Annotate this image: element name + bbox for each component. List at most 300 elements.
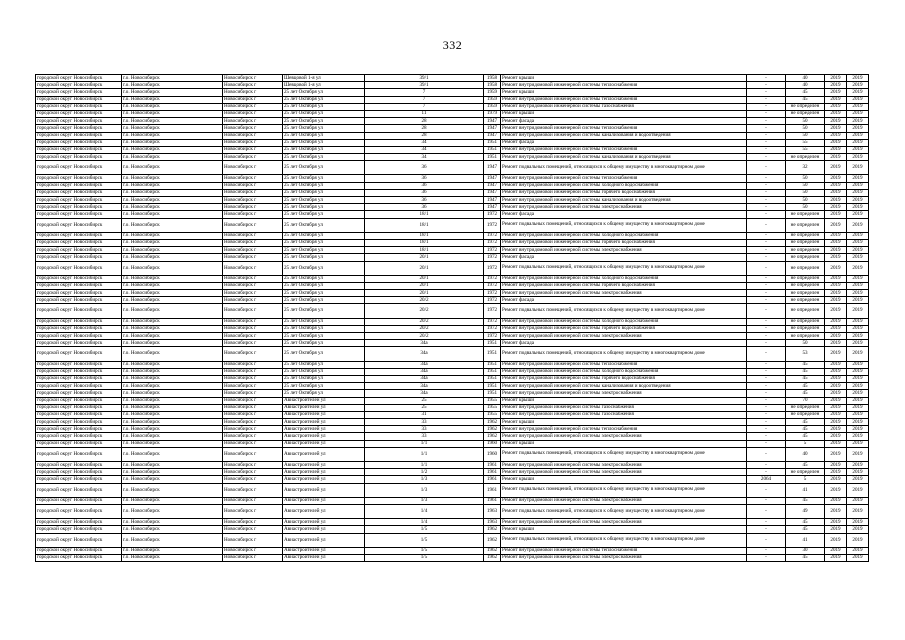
- work-type-cell: Ремонт внутридомовой инженерной системы электроснабжения: [501, 333, 747, 340]
- city-cell: Новосибирск г: [223, 426, 283, 433]
- house-cell: 7: [365, 103, 484, 110]
- work-type-cell: Ремонт внутридомовой инженерной системы теплоснабжения: [501, 426, 747, 433]
- year-built-cell: 1958: [484, 82, 501, 89]
- street-cell: Авиастроителей ул: [283, 433, 365, 440]
- plan-end-cell: 2019: [847, 189, 869, 196]
- street-cell: 25 лет Октября ул: [283, 383, 365, 390]
- area-cell: -: [747, 419, 786, 426]
- okrug-cell: городской округ Новосибирск: [36, 125, 122, 132]
- plan-end-cell: 2019: [847, 197, 869, 204]
- table-row: [36, 361, 869, 368]
- city-cell: Новосибирск г: [223, 554, 283, 561]
- work-type-cell: Ремонт внутридомовой инженерной системы теплоснабжения: [501, 125, 747, 132]
- year-built-cell: 1951: [484, 368, 501, 375]
- work-type-cell: Ремонт внутридомовой инженерной системы электроснабжения: [501, 462, 747, 469]
- poselenie-cell: г.о. Новосибирск: [122, 247, 223, 254]
- area-cell: -: [747, 469, 786, 476]
- area-cell: -: [747, 361, 786, 368]
- year-built-cell: 1959: [484, 96, 501, 103]
- okrug-cell: городской округ Новосибирск: [36, 361, 122, 368]
- work-type-cell: Ремонт крыши: [501, 89, 747, 96]
- okrug-cell: городской округ Новосибирск: [36, 411, 122, 418]
- year-built-cell: 1955: [484, 397, 501, 404]
- plan-start-cell: 2019: [825, 82, 847, 89]
- plan-end-cell: 2019: [847, 433, 869, 440]
- poselenie-cell: г.о. Новосибирск: [122, 361, 223, 368]
- city-cell: Новосибирск г: [223, 304, 283, 318]
- cost-cell: 49: [786, 504, 825, 518]
- house-cell: 1/1: [365, 440, 484, 447]
- work-type-cell: Ремонт внутридомовой инженерной системы горячего водоснабжения: [501, 325, 747, 332]
- cost-cell: 50: [786, 132, 825, 139]
- okrug-cell: городской округ Новосибирск: [36, 232, 122, 239]
- house-cell: 18/1: [365, 211, 484, 218]
- city-cell: Новосибирск г: [223, 325, 283, 332]
- city-cell: Новосибирск г: [223, 189, 283, 196]
- poselenie-cell: г.о. Новосибирск: [122, 440, 223, 447]
- table-row: [36, 411, 869, 418]
- poselenie-cell: г.о. Новосибирск: [122, 89, 223, 96]
- poselenie-cell: г.о. Новосибирск: [122, 411, 223, 418]
- year-built-cell: 1947: [484, 125, 501, 132]
- table-row: [36, 232, 869, 239]
- table-row: [36, 483, 869, 497]
- street-cell: 25 лет Октября ул: [283, 254, 365, 261]
- street-cell: 25 лет Октября ул: [283, 261, 365, 275]
- house-cell: 18/1: [365, 239, 484, 246]
- house-cell: 1/2: [365, 469, 484, 476]
- work-type-cell: Ремонт крыши: [501, 419, 747, 426]
- area-cell: -: [747, 103, 786, 110]
- work-type-cell: Ремонт внутридомовой инженерной системы холодного водоснабжения: [501, 318, 747, 325]
- house-cell: 36: [365, 197, 484, 204]
- table-row: [36, 89, 869, 96]
- year-built-cell: 1962: [484, 419, 501, 426]
- plan-end-cell: 2019: [847, 333, 869, 340]
- table-row: [36, 304, 869, 318]
- house-cell: 36: [365, 204, 484, 211]
- table-row: [36, 347, 869, 361]
- okrug-cell: городской округ Новосибирск: [36, 82, 122, 89]
- table-row: [36, 82, 869, 89]
- okrug-cell: городской округ Новосибирск: [36, 519, 122, 526]
- plan-start-cell: 2019: [825, 254, 847, 261]
- city-cell: Новосибирск г: [223, 197, 283, 204]
- poselenie-cell: г.о. Новосибирск: [122, 232, 223, 239]
- table-body: [36, 75, 869, 562]
- work-type-cell: Ремонт внутридомовой инженерной системы электроснабжения: [501, 204, 747, 211]
- plan-end-cell: 2019: [847, 290, 869, 297]
- work-type-cell: Ремонт фасада: [501, 118, 747, 125]
- plan-start-cell: 2019: [825, 204, 847, 211]
- area-cell: -: [747, 261, 786, 275]
- plan-start-cell: 2019: [825, 404, 847, 411]
- street-cell: 25 лет Октября ул: [283, 139, 365, 146]
- cost-cell: 45: [786, 526, 825, 533]
- okrug-cell: городской округ Новосибирск: [36, 282, 122, 289]
- house-cell: 34а: [365, 340, 484, 347]
- plan-end-cell: 2019: [847, 125, 869, 132]
- okrug-cell: городской округ Новосибирск: [36, 103, 122, 110]
- work-type-cell: Ремонт подвальных помещений, относящихся к общему имуществу в многоквартирном доме: [501, 261, 747, 275]
- street-cell: Авиастроителей ул: [283, 519, 365, 526]
- plan-end-cell: 2019: [847, 118, 869, 125]
- house-cell: 1/5: [365, 554, 484, 561]
- cost-cell: не определен: [786, 261, 825, 275]
- work-type-cell: Ремонт крыши: [501, 397, 747, 404]
- city-cell: Новосибирск г: [223, 82, 283, 89]
- plan-end-cell: 2019: [847, 440, 869, 447]
- year-built-cell: 1979: [484, 110, 501, 117]
- work-type-cell: Ремонт внутридомовой инженерной системы газоснабжения: [501, 103, 747, 110]
- plan-end-cell: 2019: [847, 368, 869, 375]
- plan-end-cell: 2019: [847, 211, 869, 218]
- table-row: [36, 533, 869, 547]
- plan-end-cell: 2019: [847, 347, 869, 361]
- work-type-cell: Ремонт крыши: [501, 110, 747, 117]
- area-cell: -: [747, 197, 786, 204]
- plan-start-cell: 2019: [825, 419, 847, 426]
- street-cell: 25 лет Октября ул: [283, 175, 365, 182]
- plan-start-cell: 2019: [825, 247, 847, 254]
- area-cell: -: [747, 404, 786, 411]
- poselenie-cell: г.о. Новосибирск: [122, 132, 223, 139]
- work-type-cell: Ремонт внутридомовой инженерной системы теплоснабжения: [501, 547, 747, 554]
- house-cell: 34а: [365, 375, 484, 382]
- house-cell: 1/5: [365, 533, 484, 547]
- house-cell: 34а: [365, 368, 484, 375]
- area-cell: -: [747, 519, 786, 526]
- plan-start-cell: 2019: [825, 304, 847, 318]
- cost-cell: не определен: [786, 247, 825, 254]
- year-built-cell: 1972: [484, 318, 501, 325]
- table-row: [36, 519, 869, 526]
- year-built-cell: 1955: [484, 411, 501, 418]
- plan-start-cell: 2019: [825, 426, 847, 433]
- city-cell: Новосибирск г: [223, 125, 283, 132]
- year-built-cell: 1961: [484, 497, 501, 504]
- work-type-cell: Ремонт внутридомовой инженерной системы электроснабжения: [501, 247, 747, 254]
- work-type-cell: Ремонт внутридомовой инженерной системы электроснабжения: [501, 497, 747, 504]
- poselenie-cell: г.о. Новосибирск: [122, 554, 223, 561]
- city-cell: Новосибирск г: [223, 175, 283, 182]
- work-type-cell: Ремонт внутридомовой инженерной системы горячего водоснабжения: [501, 375, 747, 382]
- house-cell: 33: [365, 419, 484, 426]
- year-built-cell: 1962: [484, 433, 501, 440]
- plan-start-cell: 2019: [825, 368, 847, 375]
- cost-cell: не определен: [786, 218, 825, 232]
- plan-end-cell: 2019: [847, 411, 869, 418]
- plan-end-cell: 2019: [847, 254, 869, 261]
- street-cell: 25 лет Октября ул: [283, 182, 365, 189]
- okrug-cell: городской округ Новосибирск: [36, 297, 122, 304]
- plan-end-cell: 2019: [847, 462, 869, 469]
- house-cell: 39/1: [365, 82, 484, 89]
- plan-start-cell: 2019: [825, 554, 847, 561]
- house-cell: 33: [365, 426, 484, 433]
- cost-cell: 45: [786, 89, 825, 96]
- house-cell: 20/1: [365, 282, 484, 289]
- poselenie-cell: г.о. Новосибирск: [122, 497, 223, 504]
- okrug-cell: городской округ Новосибирск: [36, 290, 122, 297]
- cost-cell: 41: [786, 483, 825, 497]
- plan-start-cell: 2019: [825, 239, 847, 246]
- poselenie-cell: г.о. Новосибирск: [122, 375, 223, 382]
- year-built-cell: 1947: [484, 132, 501, 139]
- okrug-cell: городской округ Новосибирск: [36, 204, 122, 211]
- plan-start-cell: 2019: [825, 390, 847, 397]
- street-cell: 25 лет Октября ул: [283, 197, 365, 204]
- table-row: [36, 132, 869, 139]
- city-cell: Новосибирск г: [223, 390, 283, 397]
- house-cell: 1/3: [365, 497, 484, 504]
- cost-cell: 50: [786, 197, 825, 204]
- poselenie-cell: г.о. Новосибирск: [122, 447, 223, 461]
- table-row: [36, 275, 869, 282]
- plan-start-cell: 2019: [825, 547, 847, 554]
- cost-cell: 50: [786, 340, 825, 347]
- cost-cell: не определен: [786, 239, 825, 246]
- year-built-cell: 1972: [484, 290, 501, 297]
- okrug-cell: городской округ Новосибирск: [36, 132, 122, 139]
- area-cell: -: [747, 232, 786, 239]
- poselenie-cell: г.о. Новосибирск: [122, 297, 223, 304]
- plan-start-cell: 2019: [825, 232, 847, 239]
- plan-end-cell: 2019: [847, 132, 869, 139]
- year-built-cell: 1951: [484, 146, 501, 153]
- city-cell: Новосибирск г: [223, 397, 283, 404]
- table-row: [36, 469, 869, 476]
- table-row: [36, 426, 869, 433]
- city-cell: Новосибирск г: [223, 89, 283, 96]
- work-type-cell: Ремонт подвальных помещений, относящихся к общему имуществу в многоквартирном доме: [501, 483, 747, 497]
- okrug-cell: городской округ Новосибирск: [36, 146, 122, 153]
- street-cell: 25 лет Октября ул: [283, 340, 365, 347]
- city-cell: Новосибирск г: [223, 211, 283, 218]
- year-built-cell: 1972: [484, 218, 501, 232]
- okrug-cell: городской округ Новосибирск: [36, 175, 122, 182]
- okrug-cell: городской округ Новосибирск: [36, 462, 122, 469]
- okrug-cell: городской округ Новосибирск: [36, 333, 122, 340]
- cost-cell: 45: [786, 368, 825, 375]
- poselenie-cell: г.о. Новосибирск: [122, 318, 223, 325]
- okrug-cell: городской округ Новосибирск: [36, 161, 122, 175]
- okrug-cell: городской округ Новосибирск: [36, 318, 122, 325]
- poselenie-cell: г.о. Новосибирск: [122, 347, 223, 361]
- city-cell: Новосибирск г: [223, 476, 283, 483]
- table-row: [36, 375, 869, 382]
- area-cell: -: [747, 96, 786, 103]
- table-row: [36, 125, 869, 132]
- city-cell: Новосибирск г: [223, 290, 283, 297]
- plan-end-cell: 2019: [847, 75, 869, 82]
- plan-end-cell: 2019: [847, 476, 869, 483]
- poselenie-cell: г.о. Новосибирск: [122, 519, 223, 526]
- plan-start-cell: 2019: [825, 397, 847, 404]
- poselenie-cell: г.о. Новосибирск: [122, 239, 223, 246]
- area-cell: -: [747, 333, 786, 340]
- city-cell: Новосибирск г: [223, 103, 283, 110]
- street-cell: 25 лет Октября ул: [283, 304, 365, 318]
- house-cell: 28: [365, 132, 484, 139]
- area-cell: -: [747, 397, 786, 404]
- plan-end-cell: 2019: [847, 139, 869, 146]
- street-cell: 25 лет Октября ул: [283, 125, 365, 132]
- city-cell: Новосибирск г: [223, 375, 283, 382]
- cost-cell: 55: [786, 139, 825, 146]
- city-cell: Новосибирск г: [223, 533, 283, 547]
- repair-program-table: [35, 74, 869, 562]
- area-cell: -: [747, 304, 786, 318]
- work-type-cell: Ремонт крыши: [501, 75, 747, 82]
- table-row: [36, 189, 869, 196]
- plan-start-cell: 2019: [825, 325, 847, 332]
- table-row: [36, 161, 869, 175]
- plan-end-cell: 2019: [847, 533, 869, 547]
- area-cell: -: [747, 110, 786, 117]
- street-cell: Шевцовой 1-я ул: [283, 75, 365, 82]
- city-cell: Новосибирск г: [223, 361, 283, 368]
- year-built-cell: 1961: [484, 476, 501, 483]
- house-cell: 1/1: [365, 447, 484, 461]
- table-row: [36, 96, 869, 103]
- table-row: [36, 447, 869, 461]
- cost-cell: 32: [786, 161, 825, 175]
- city-cell: Новосибирск г: [223, 161, 283, 175]
- work-type-cell: Ремонт подвальных помещений, относящихся к общему имуществу в многоквартирном доме: [501, 161, 747, 175]
- city-cell: Новосибирск г: [223, 154, 283, 161]
- city-cell: Новосибирск г: [223, 247, 283, 254]
- okrug-cell: городской округ Новосибирск: [36, 218, 122, 232]
- area-cell: -: [747, 132, 786, 139]
- poselenie-cell: г.о. Новосибирск: [122, 254, 223, 261]
- city-cell: Новосибирск г: [223, 297, 283, 304]
- house-cell: 36: [365, 189, 484, 196]
- year-built-cell: 1947: [484, 182, 501, 189]
- plan-start-cell: 2019: [825, 125, 847, 132]
- table-row: [36, 146, 869, 153]
- street-cell: Авиастроителей ул: [283, 504, 365, 518]
- work-type-cell: Ремонт внутридомовой инженерной системы электроснабжения: [501, 519, 747, 526]
- area-cell: -: [747, 533, 786, 547]
- year-built-cell: 1972: [484, 211, 501, 218]
- area-cell: -: [747, 254, 786, 261]
- okrug-cell: городской округ Новосибирск: [36, 419, 122, 426]
- poselenie-cell: г.о. Новосибирск: [122, 211, 223, 218]
- work-type-cell: Ремонт внутридомовой инженерной системы электроснабжения: [501, 290, 747, 297]
- plan-end-cell: 2019: [847, 375, 869, 382]
- house-cell: 1/4: [365, 519, 484, 526]
- plan-end-cell: 2019: [847, 318, 869, 325]
- cost-cell: 45: [786, 96, 825, 103]
- house-cell: 36: [365, 175, 484, 182]
- work-type-cell: Ремонт фасада: [501, 297, 747, 304]
- year-built-cell: 1962: [484, 426, 501, 433]
- house-cell: 18/1: [365, 218, 484, 232]
- city-cell: Новосибирск г: [223, 347, 283, 361]
- okrug-cell: городской округ Новосибирск: [36, 239, 122, 246]
- plan-start-cell: 2019: [825, 347, 847, 361]
- city-cell: Новосибирск г: [223, 254, 283, 261]
- house-cell: 7: [365, 89, 484, 96]
- street-cell: 25 лет Октября ул: [283, 103, 365, 110]
- year-built-cell: 1951: [484, 139, 501, 146]
- area-cell: -: [747, 554, 786, 561]
- table-row: [36, 554, 869, 561]
- plan-end-cell: 2019: [847, 447, 869, 461]
- plan-end-cell: 2019: [847, 154, 869, 161]
- year-built-cell: 1951: [484, 390, 501, 397]
- area-cell: -: [747, 118, 786, 125]
- table-row: [36, 297, 869, 304]
- street-cell: 25 лет Октября ул: [283, 239, 365, 246]
- cost-cell: не определен: [786, 318, 825, 325]
- plan-end-cell: 2019: [847, 89, 869, 96]
- plan-end-cell: 2019: [847, 390, 869, 397]
- year-built-cell: 1960: [484, 447, 501, 461]
- city-cell: Новосибирск г: [223, 239, 283, 246]
- plan-end-cell: 2019: [847, 182, 869, 189]
- plan-start-cell: 2019: [825, 261, 847, 275]
- area-cell: -: [747, 290, 786, 297]
- poselenie-cell: г.о. Новосибирск: [122, 290, 223, 297]
- area-cell: -: [747, 433, 786, 440]
- okrug-cell: городской округ Новосибирск: [36, 275, 122, 282]
- street-cell: Авиастроителей ул: [283, 426, 365, 433]
- area-cell: -: [747, 239, 786, 246]
- street-cell: Авиастроителей ул: [283, 440, 365, 447]
- area-cell: -: [747, 275, 786, 282]
- street-cell: 25 лет Октября ул: [283, 204, 365, 211]
- plan-start-cell: 2019: [825, 526, 847, 533]
- cost-cell: не определен: [786, 211, 825, 218]
- plan-end-cell: 2019: [847, 397, 869, 404]
- table-row: [36, 462, 869, 469]
- house-cell: 11: [365, 110, 484, 117]
- plan-start-cell: 2019: [825, 118, 847, 125]
- plan-start-cell: 2019: [825, 211, 847, 218]
- plan-end-cell: 2019: [847, 239, 869, 246]
- cost-cell: 30: [786, 547, 825, 554]
- poselenie-cell: г.о. Новосибирск: [122, 204, 223, 211]
- table-row: [36, 318, 869, 325]
- cost-cell: 50: [786, 125, 825, 132]
- house-cell: 18/1: [365, 247, 484, 254]
- area-cell: -: [747, 526, 786, 533]
- cost-cell: 45: [786, 361, 825, 368]
- area-cell: -: [747, 426, 786, 433]
- table-row: [36, 139, 869, 146]
- poselenie-cell: г.о. Новосибирск: [122, 426, 223, 433]
- area-cell: -: [747, 75, 786, 82]
- city-cell: Новосибирск г: [223, 504, 283, 518]
- poselenie-cell: г.о. Новосибирск: [122, 469, 223, 476]
- okrug-cell: городской округ Новосибирск: [36, 96, 122, 103]
- poselenie-cell: г.о. Новосибирск: [122, 218, 223, 232]
- area-cell: -: [747, 383, 786, 390]
- area-cell: -: [747, 390, 786, 397]
- okrug-cell: городской округ Новосибирск: [36, 110, 122, 117]
- cost-cell: 45: [786, 433, 825, 440]
- year-built-cell: 1961: [484, 483, 501, 497]
- year-built-cell: 1958: [484, 75, 501, 82]
- street-cell: 25 лет Октября ул: [283, 110, 365, 117]
- cost-cell: 45: [786, 426, 825, 433]
- plan-start-cell: 2019: [825, 433, 847, 440]
- street-cell: Авиастроителей ул: [283, 447, 365, 461]
- poselenie-cell: г.о. Новосибирск: [122, 483, 223, 497]
- year-built-cell: 1960: [484, 440, 501, 447]
